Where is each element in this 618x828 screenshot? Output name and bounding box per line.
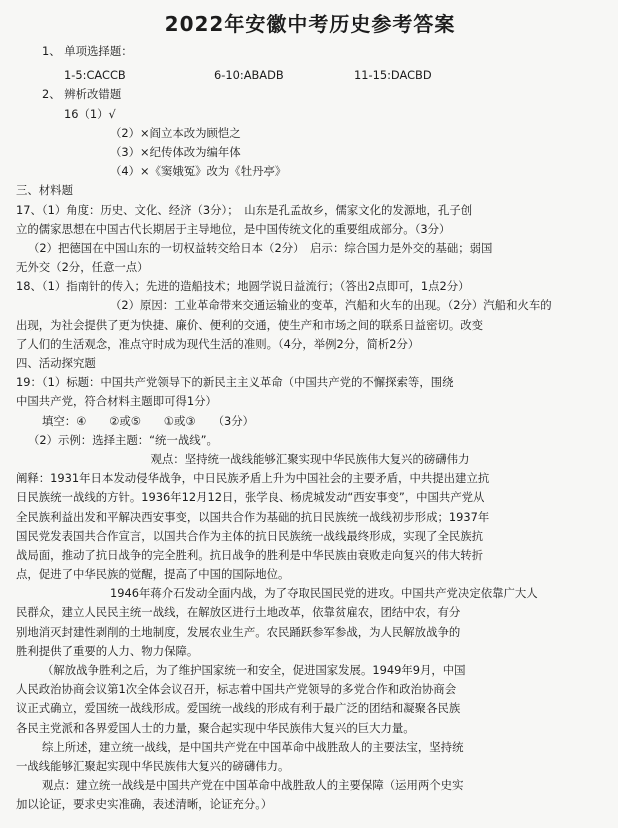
answer-line: 19：（1）标题：中国共产党领导下的新民主主义革命（中国共产党的不懈探索等，围绕	[16, 375, 454, 390]
page-title: 2022年安徽中考历史参考答案	[164, 12, 456, 36]
answer-line: （2）把德国在中国山东的一切权益转交给日本（2分） 启示：综合国力是外交的基础；弱国	[28, 240, 493, 255]
answer-row	[16, 66, 604, 85]
answer-group: 1-5:CACCB	[64, 68, 126, 83]
essay-line: 战局面，推动了抗日战争的完全胜利。抗日战争的胜利是中华民族由衰败走向复兴的伟大转折	[16, 547, 484, 562]
answer-line: （4）×《窦娥冤》改为《牡丹亭》	[110, 164, 287, 179]
essay-line: 1946年蒋介石发动全面内战，为了夺取民国民党的进攻。中国共产党决定依靠广大人	[110, 586, 538, 601]
answer-line: 中国共产党，符合材料主题即可得1分）	[16, 394, 217, 409]
essay-line: 全民族利益出发和平解决西安事变，以国共合作为基础的抗日民族统一战线初步形成；1937年	[16, 509, 490, 524]
essay-line: 加以论证，要求史实准确，表述清晰，论证充分。）	[16, 797, 273, 812]
essay-line: 综上所述，建立统一战线，是中国共产党在中国革命中战胜敌人的主要法宝，坚持统	[42, 739, 464, 754]
answer-line: （2）示例：选择主题：“统一战线”。	[28, 432, 218, 447]
essay-line: 别地消灭封建性剥削的土地制度，发展农业生产。农民踊跃参军参战，为人民解放战争的	[16, 624, 461, 639]
answer-line: 了人们的生活观念，准点守时成为现代生活的准则。（4分，举例2分，简析2分）	[16, 336, 420, 351]
viewpoint-heading: 观点：坚持统一战线能够汇聚实现中华民族伟大复兴的磅礴伟力	[150, 451, 470, 466]
answer-line: 出现，为社会提供了更为快捷、廉价、便利的交通，使生产和市场之间的联系日益密切。改变	[16, 317, 484, 332]
answer-line: 16（1）√	[64, 106, 116, 121]
answer-line: 填空：④ ②或⑤ ①或③ （3分）	[42, 413, 255, 428]
section-heading: 三、材料题	[16, 183, 73, 198]
essay-line: 胜利提供了重要的人力、物力保障。	[16, 643, 199, 658]
essay-line: 民群众，建立人民民主统一战线，在解放区进行土地改革，依靠贫雇农，团结中农，有分	[16, 605, 461, 620]
answer-group: 11-15:DACBD	[354, 68, 432, 83]
essay-line: 日民族统一战线的方针。1936年12月12日，张学良、杨虎城发动“西安事变”，中国共产党从	[16, 490, 485, 505]
answer-line: 立的儒家思想在中国古代长期居于主导地位，是中国传统文化的重要组成部分。（3分）	[16, 221, 451, 236]
section-heading: 1、 单项选择题：	[42, 44, 133, 58]
essay-line: 国民党发表国共合作宣言，以国共合作为主体的抗日民族统一战线最终形成，实现了全民族抗	[16, 528, 484, 543]
answer-line: 17、（1）角度：历史、文化、经济（3分）； 山东是孔孟故乡，儒家文化的发源地，孔子创	[16, 202, 473, 217]
essay-line: 人民政治协商会议第1次全体会议召开，标志着中国共产党领导的多党合作和政治协商会	[16, 682, 457, 697]
section-heading: 四、活动探究题	[16, 356, 96, 370]
answer-line: （2）×阎立本改为顾恺之	[110, 125, 241, 140]
answer-line: （3）×纪传体改为编年体	[110, 144, 241, 159]
section-heading: 2、 辨析改错题	[42, 87, 122, 102]
essay-line: 各民主党派和各界爱国人士的力量，聚合起实现中华民族伟大复兴的巨大力量。	[16, 720, 415, 735]
answer-line: 18、（1）指南针的传入；先进的造船技术；地圆学说日益流行；（答出2点即可，1点2分）	[16, 279, 470, 294]
answer-line: （2）原因：工业革命带来交通运输业的变革，汽船和火车的出现。（2分）汽船和火车的	[110, 298, 552, 313]
essay-line: 点，促进了中华民族的觉醒，提高了中国的国际地位。	[16, 567, 290, 582]
essay-line: 议正式确立，爱国统一战线形成。爱国统一战线的形成有利于最广泛的团结和凝聚各民族	[16, 701, 461, 716]
essay-line: 阐释：1931年日本发动侵华战争，中日民族矛盾上升为中国社会的主要矛盾，中共提出建立抗	[16, 471, 490, 486]
essay-line: 一战线能够汇聚起实现中华民族伟大复兴的磅礴伟力。	[16, 758, 290, 773]
essay-line: 观点：建立统一战线是中国共产党在中国革命中战胜敌人的主要保障（运用两个史实	[42, 778, 464, 793]
answer-line: 无外交（2分，任意一点）	[16, 260, 149, 275]
answer-group: 6-10:ABADB	[214, 68, 284, 83]
essay-line: （解放战争胜利之后，为了维护国家统一和安全，促进国家发展。1949年9月，中国	[42, 663, 466, 677]
